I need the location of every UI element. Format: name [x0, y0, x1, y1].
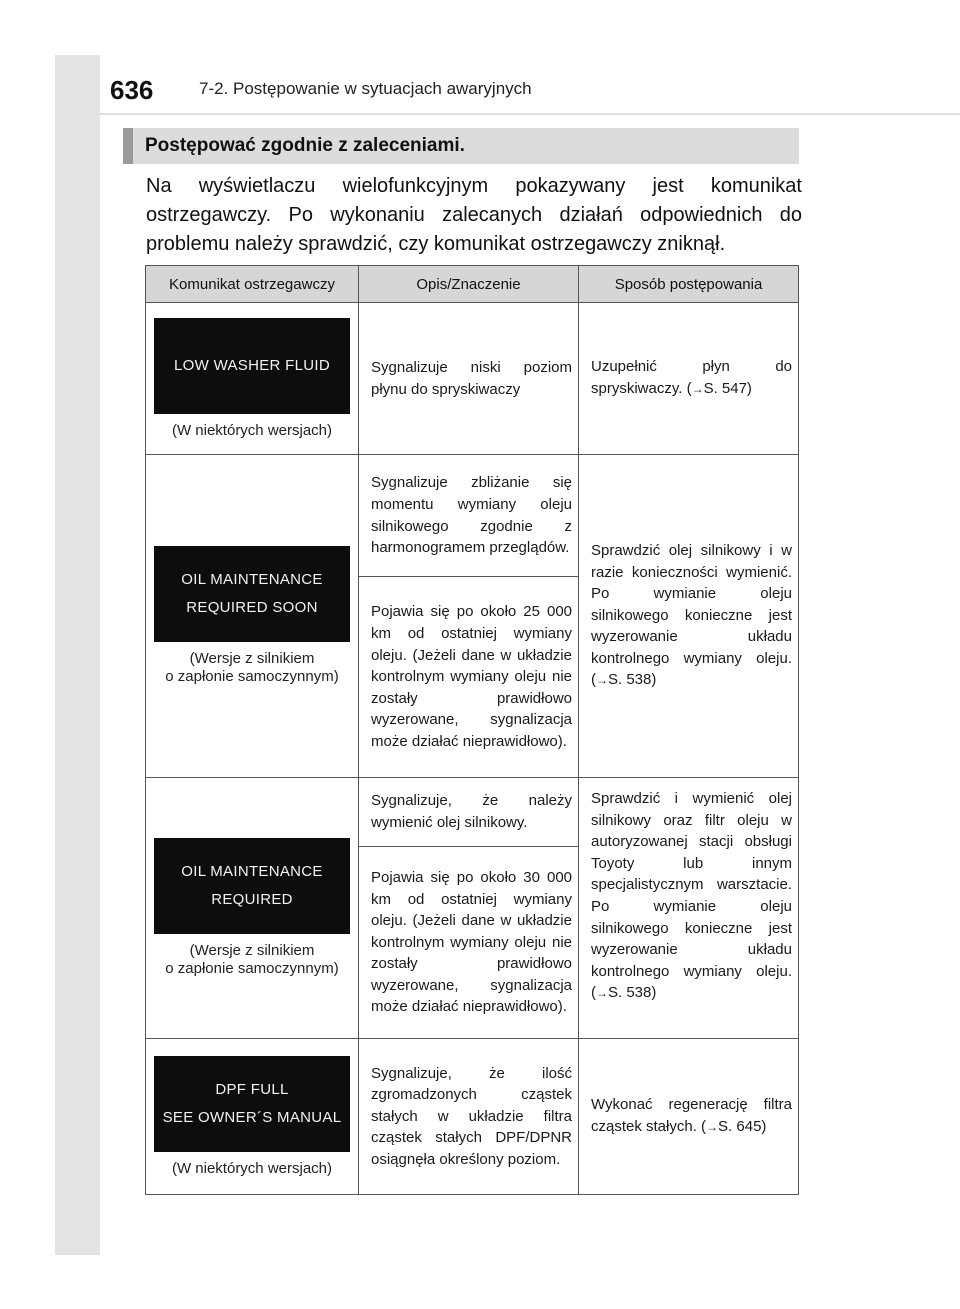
version-caption: (W niektórych wersjach) [171, 1159, 333, 1177]
description-cell: Sygnalizuje zbliżanie się momentu wymiany oleju silnikowego zgodnie z harmonogramem przeglądów. [359, 455, 579, 577]
display-text: SEE OWNER´S MANUAL [162, 1108, 342, 1126]
description-cell: Pojawia się po około 25 000 km od ostatniej wymiany oleju. (Jeżeli dane w układzie kontrolnym wymiany oleju nie zostały prawidłowo wyzerowane, sygnalizacja może działać nieprawidłowo). [359, 577, 579, 778]
page-sidebar [55, 55, 100, 1255]
display-screen-image [154, 1056, 350, 1152]
warning-cell [146, 303, 359, 455]
display-text: REQUIRED SOON [186, 599, 318, 616]
action-cell [579, 455, 799, 778]
table-row [146, 303, 799, 455]
page-reference: S. 547) [703, 380, 752, 397]
display-text: DPF FULL [215, 1080, 289, 1098]
column-header: Sposób postępowania [579, 266, 799, 303]
column-header: Komunikat ostrzegawczy [146, 266, 359, 303]
page-header [100, 55, 960, 135]
version-caption [146, 650, 358, 686]
caption-line: (Wersje z silnikiem [189, 942, 315, 959]
display-text: REQUIRED [211, 891, 293, 908]
warning-cell [146, 1039, 359, 1195]
description-cell: Sygnalizuje, że ilość zgromadzonych cząstek stałych w układzie filtra cząstek stałych DPF/DPNR osiągnęła określony poziom. [359, 1039, 579, 1195]
arrow-icon: → [596, 673, 608, 688]
page-reference: S. 538) [608, 984, 657, 1002]
table-header-row [146, 266, 799, 303]
description-cell: Sygnalizuje niski poziom płynu do spryskiwaczy [359, 303, 579, 455]
caption-line: o zapłonie samoczynnym) [165, 960, 339, 977]
action-text: Uzupełnić płyn do spryskiwaczy. ( [591, 358, 792, 397]
chapter-title: 7-2. Postępowanie w sytuacjach awaryjnych [199, 79, 532, 98]
action-text: Sprawdzić olej silnikowy i w razie konieczności wymienić. Po wymianie oleju silnikowego konieczne jest wyzerowanie układu kontrolnego wymiany oleju. ( [591, 541, 792, 689]
display-screen-image [154, 838, 350, 934]
arrow-icon: → [706, 1120, 719, 1134]
intro-paragraph: Na wyświetlaczu wielofunkcyjnym pokazywany jest komunikat ostrzegawczy. Po wykonaniu zalecanych działań odpowiednich do problemu należy sprawdzić, czy komunikat ostrzegawczy zniknął. [146, 175, 802, 255]
page-reference: S. 538) [608, 671, 657, 689]
caption-line: (Wersje z silnikiem [189, 650, 315, 667]
action-cell [579, 303, 799, 455]
description-cell: Pojawia się po około 30 000 km od ostatniej wymiany oleju. (Jeżeli dane w układzie kontrolnym wymiany oleju nie zostały prawidłowo wyzerowane, sygnalizacja może działać nieprawidłowo). [359, 847, 579, 1039]
table-row [146, 778, 799, 847]
arrow-icon: → [596, 986, 608, 1001]
header-rule [100, 113, 960, 115]
display-text: OIL MAINTENANCE [181, 571, 323, 588]
action-cell [579, 778, 799, 1039]
version-caption [146, 942, 358, 978]
display-text: LOW WASHER FLUID [174, 356, 330, 374]
description-cell: Sygnalizuje, że należy wymienić olej silnikowy. [359, 778, 579, 847]
arrow-icon: → [691, 382, 704, 396]
action-text: Sprawdzić i wymienić olej silnikowy oraz filtr oleju w autoryzowanej stacji obsługi Toyoty lub innym specjalistycznym warsztacie. Po wymianie oleju silnikowego konieczne jest wyzerowanie układu kontrolnego wymiany oleju. ( [591, 790, 792, 1002]
section-title: Postępować zgodnie z zaleceniami. [145, 135, 465, 156]
warning-table [145, 265, 799, 1195]
column-header: Opis/Znaczenie [359, 266, 579, 303]
table-row [146, 455, 799, 577]
section-heading [123, 128, 799, 164]
version-caption: (W niektórych wersjach) [171, 421, 333, 439]
warning-cell [146, 455, 359, 778]
caption-line: o zapłonie samoczynnym) [165, 668, 339, 685]
display-screen-image [154, 318, 350, 414]
page-reference: S. 645) [718, 1118, 767, 1135]
table-row [146, 1039, 799, 1195]
display-screen-image [154, 546, 350, 642]
action-text: Wykonać regenerację filtra cząstek stałych. ( [591, 1096, 792, 1135]
warning-cell [146, 778, 359, 1039]
action-cell [579, 1039, 799, 1195]
page-number: 636 [110, 75, 154, 105]
display-text: OIL MAINTENANCE [181, 863, 323, 880]
